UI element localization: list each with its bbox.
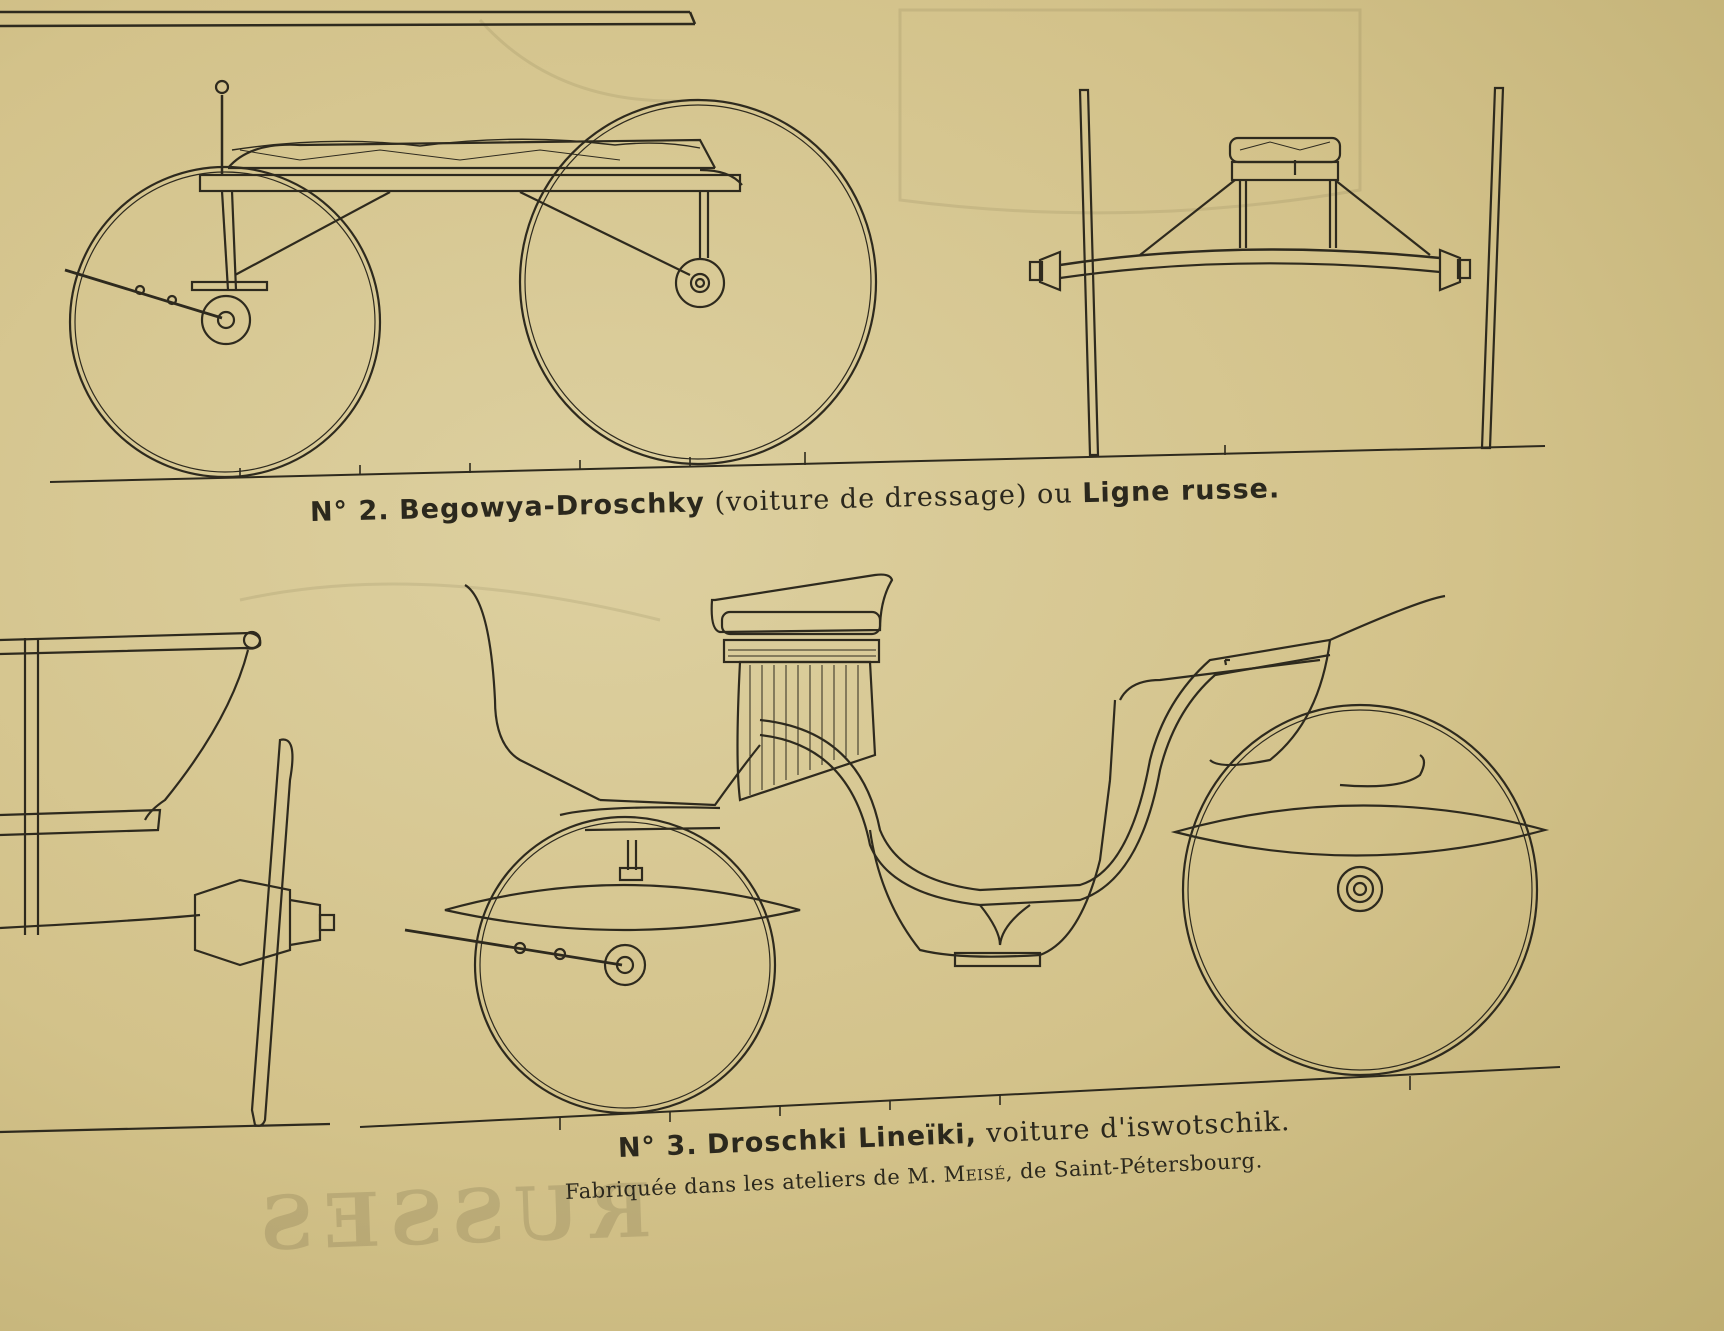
- figure-number-2: N° 2.: [309, 495, 390, 528]
- maker-name: Meisé,: [943, 1159, 1014, 1187]
- figure-alt-title-2: Ligne russe.: [1081, 473, 1281, 510]
- front-wheel-2: [70, 167, 380, 477]
- rear-wheel-3: [1183, 705, 1537, 1075]
- maker-prefix: Fabriquée dans les ateliers de M.: [564, 1163, 938, 1204]
- begowya-droschky-side-view: [50, 81, 1545, 482]
- figure-title-3: Droschki Lineïki,: [706, 1118, 978, 1161]
- figure-number-3: N° 3.: [617, 1129, 699, 1164]
- begowya-droschky-front-view: [1030, 88, 1503, 455]
- figure-conjunction-2: ou: [1036, 478, 1074, 511]
- top-rule: [0, 12, 695, 26]
- figure-description-2: (voiture de dressage): [714, 479, 1028, 519]
- droschki-lineiki-side-view: [360, 575, 1560, 1130]
- bleed-through-text: RUSSES: [248, 1168, 653, 1268]
- figure-description-3: voiture d'iswotschik.: [985, 1106, 1291, 1150]
- figure-title-2: Begowya-Droschky: [398, 487, 706, 526]
- front-wheel-3: [475, 817, 775, 1113]
- fragment-front-view-3: [0, 632, 334, 1132]
- show-through-body: [900, 10, 1360, 213]
- maker-suffix: de Saint-Pétersbourg.: [1019, 1148, 1264, 1184]
